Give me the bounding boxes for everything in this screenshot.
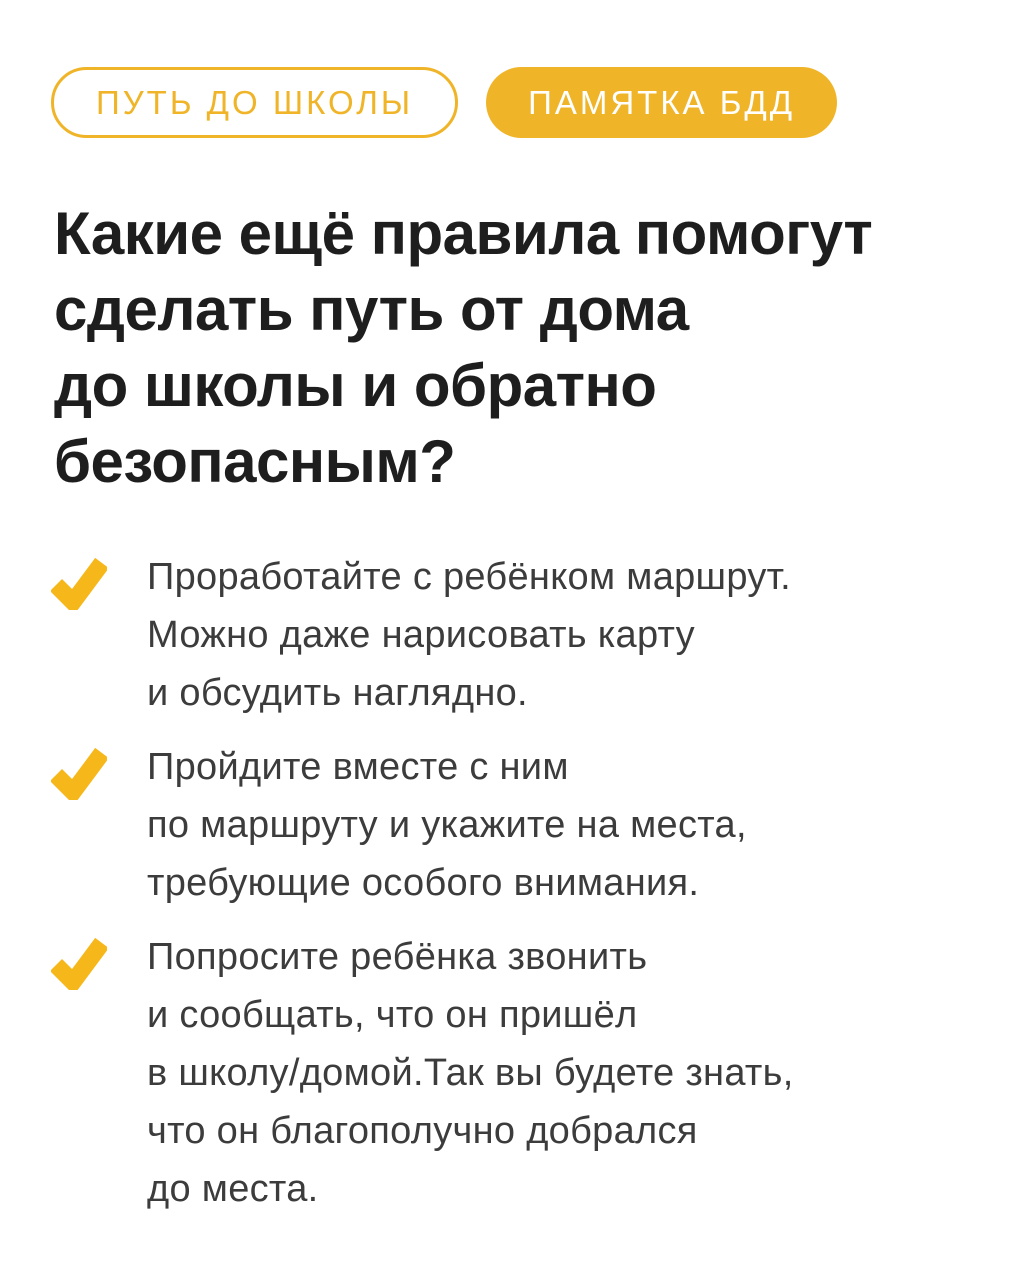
checklist-item-text: Пройдите вместе с ним по маршруту и укажите на места, требующие особого внимания. [147,746,747,904]
checklist-item-text: Попросите ребёнка звонить и сообщать, что он пришёл в школу/домой.Так вы будете знать, что он благополучно добрался до места. [147,936,794,1210]
check-icon [51,554,107,610]
checklist-item [51,548,984,722]
badge-path-to-school [51,67,458,138]
checklist [51,548,984,1218]
checklist-item [51,738,984,912]
badge-memo-bdd-label: ПАМЯТКА БДД [528,83,796,121]
check-icon [51,744,107,800]
badge-row [51,67,984,138]
check-icon [51,934,107,990]
checklist-item-text: Проработайте с ребёнком маршрут. Можно даже нарисовать карту и обсудить наглядно. [147,556,792,714]
page-title: Какие ещё правила помогут сделать путь от дома до школы и обратно безопасным? [54,200,873,495]
badge-memo-bdd [486,67,837,138]
checklist-item [51,928,984,1218]
badge-path-to-school-label: ПУТЬ ДО ШКОЛЫ [96,83,414,121]
